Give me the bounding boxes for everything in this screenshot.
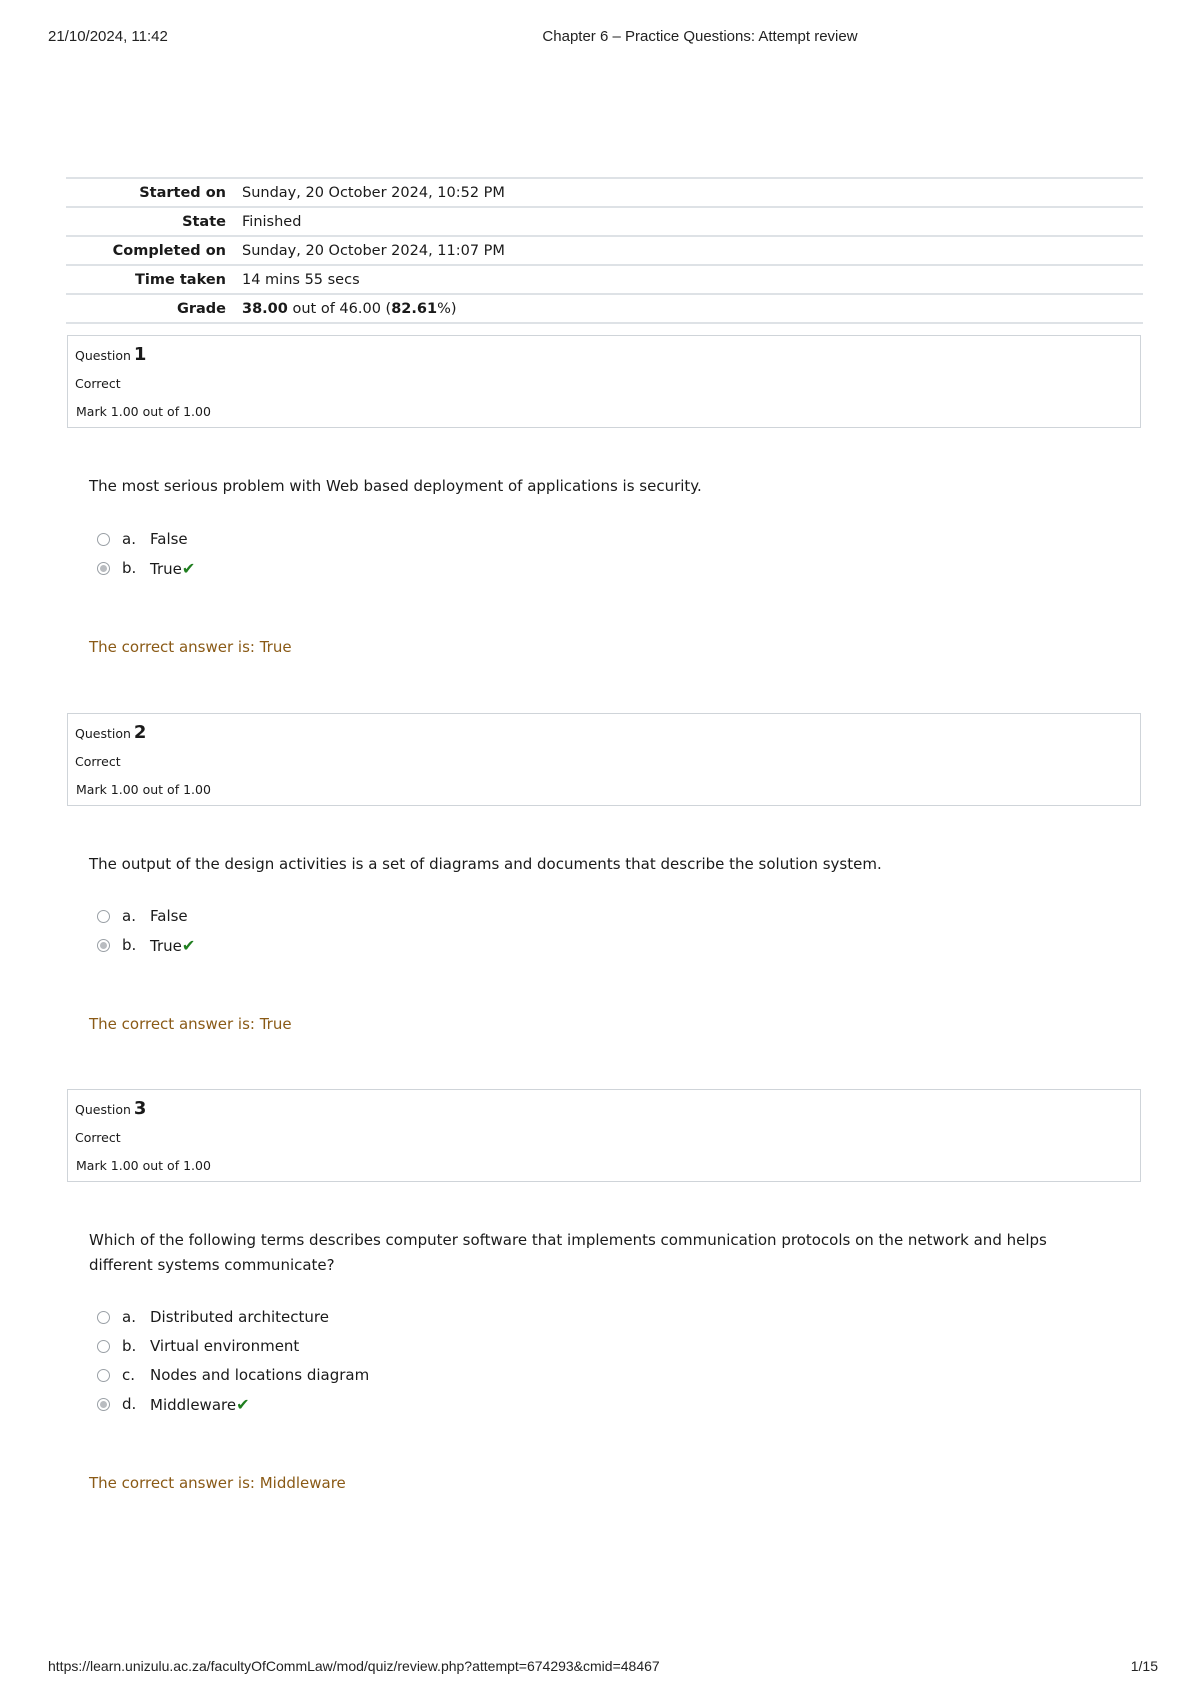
summary-row-state	[66, 207, 1143, 236]
option-letter: a.	[122, 530, 136, 548]
question-text-2: The output of the design activities is a set of diagrams and documents that describe the solution system.	[89, 855, 882, 873]
question-label: Question	[75, 1102, 131, 1117]
grade-value	[242, 294, 1143, 323]
summary-row-grade	[66, 294, 1143, 323]
option-label: True	[150, 937, 182, 955]
option-label-wrap	[150, 1395, 249, 1414]
radio-icon[interactable]	[97, 533, 110, 546]
option-label: Middleware	[150, 1396, 237, 1414]
check-icon: ✔	[181, 559, 196, 578]
question-state: Correct	[75, 376, 121, 391]
summary-row-started	[66, 178, 1143, 207]
option-label: True	[150, 560, 182, 578]
page-url: https://learn.unizulu.ac.za/facultyOfCommLaw/mod/quiz/review.php?attempt=674293&cmid=48467	[48, 1658, 660, 1674]
print-title: Chapter 6 – Practice Questions: Attempt review	[542, 28, 858, 45]
page-number: 1/15	[1130, 1658, 1158, 1674]
print-footer	[0, 1658, 1200, 1682]
question-text-3: Which of the following terms describes computer software that implements communication protocols on the network and helps different systems communicate?	[89, 1231, 1047, 1274]
attempt-summary-table	[66, 177, 1143, 324]
time-value: 14 mins 55 secs	[242, 271, 360, 288]
question-number-value: 2	[133, 722, 147, 743]
question-label: Question	[75, 348, 131, 363]
radio-icon[interactable]	[97, 1398, 110, 1411]
option-letter: c.	[122, 1366, 136, 1384]
correct-answer-feedback-1: The correct answer is: True	[89, 638, 292, 656]
radio-icon[interactable]	[97, 1311, 110, 1324]
question-number	[75, 344, 146, 365]
question-state: Correct	[75, 1130, 121, 1145]
summary-row-time	[66, 265, 1143, 294]
completed-value: Sunday, 20 October 2024, 11:07 PM	[242, 242, 505, 259]
grade-suffix: %)	[437, 300, 457, 317]
question-mark: Mark 1.00 out of 1.00	[76, 404, 211, 419]
grade-out-of: out of 46.00 (	[292, 300, 392, 317]
time-label: Time taken	[135, 271, 226, 288]
question-mark: Mark 1.00 out of 1.00	[76, 782, 211, 797]
option-letter: b.	[122, 559, 137, 577]
grade-label: Grade	[176, 300, 226, 317]
question-number-value: 1	[133, 344, 147, 365]
print-datetime: 21/10/2024, 11:42	[48, 28, 168, 45]
state-label: State	[182, 213, 226, 230]
question-number-value: 3	[133, 1098, 147, 1119]
radio-icon[interactable]	[97, 939, 110, 952]
radio-icon[interactable]	[97, 562, 110, 575]
option-label: False	[150, 907, 188, 925]
radio-icon[interactable]	[97, 1369, 110, 1382]
check-icon: ✔	[181, 936, 196, 955]
option-letter: b.	[122, 1337, 137, 1355]
grade-score: 38.00	[242, 300, 288, 317]
started-label: Started on	[139, 184, 226, 201]
question-info-2	[67, 713, 1141, 806]
question-state: Correct	[75, 754, 121, 769]
started-value: Sunday, 20 October 2024, 10:52 PM	[242, 184, 505, 201]
radio-icon[interactable]	[97, 1340, 110, 1353]
question-info-1	[67, 335, 1141, 428]
question-info-3	[67, 1089, 1141, 1182]
completed-label: Completed on	[112, 242, 226, 259]
question-mark: Mark 1.00 out of 1.00	[76, 1158, 211, 1173]
option-letter: d.	[122, 1395, 137, 1413]
option-label-wrap	[150, 936, 195, 955]
grade-percent: 82.61	[391, 300, 438, 317]
option-letter: a.	[122, 907, 136, 925]
print-header	[0, 28, 1200, 52]
option-letter: b.	[122, 936, 137, 954]
radio-icon[interactable]	[97, 910, 110, 923]
option-label: Virtual environment	[150, 1337, 300, 1355]
correct-answer-feedback-2: The correct answer is: True	[89, 1015, 292, 1033]
state-value: Finished	[242, 213, 302, 230]
check-icon: ✔	[236, 1395, 250, 1414]
question-number	[75, 722, 146, 743]
option-label-wrap	[150, 559, 195, 578]
option-label: False	[150, 530, 188, 548]
question-number	[75, 1098, 146, 1119]
question-label: Question	[75, 726, 131, 741]
option-letter: a.	[122, 1308, 136, 1326]
correct-answer-feedback-3: The correct answer is: Middleware	[89, 1474, 346, 1492]
summary-row-completed	[66, 236, 1143, 265]
option-label: Distributed architecture	[150, 1308, 329, 1326]
question-text-1: The most serious problem with Web based deployment of applications is security.	[89, 477, 702, 495]
option-label: Nodes and locations diagram	[150, 1366, 370, 1384]
